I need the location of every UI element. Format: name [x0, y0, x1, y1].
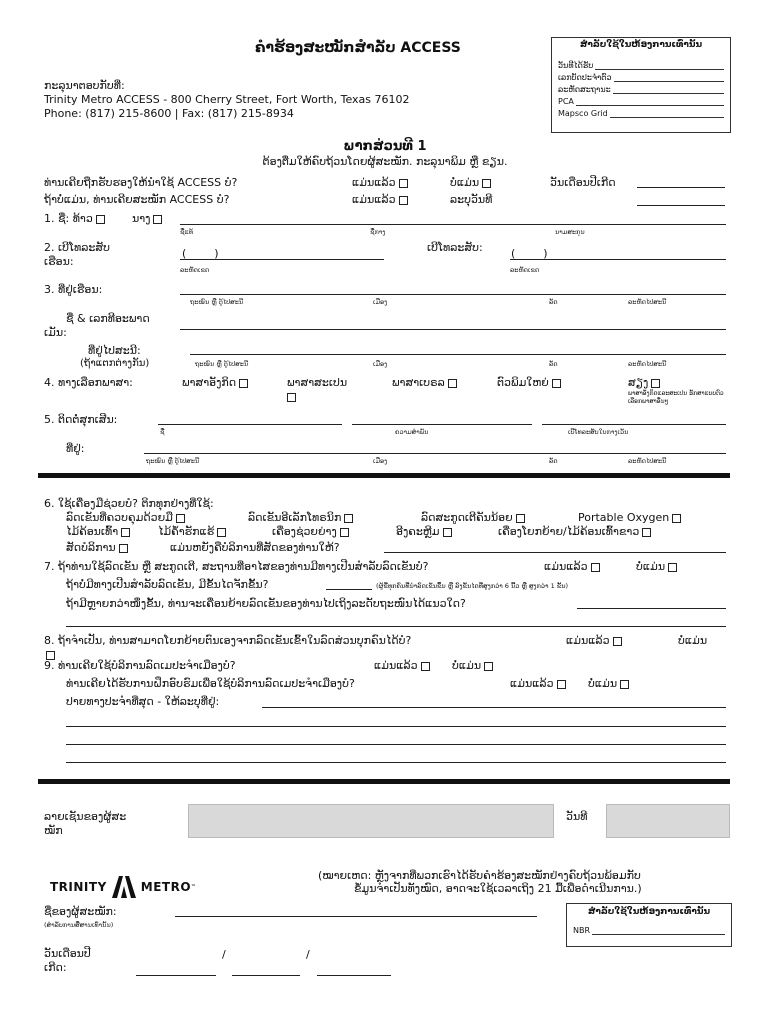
q8-yes-checkbox[interactable]	[613, 637, 622, 646]
dob-month-field[interactable]	[136, 975, 216, 976]
q9-destination-line4[interactable]	[66, 762, 726, 763]
lang-audio-note: ພາສາອັງກິດແລະສະເປນ ຮັກສາແບບຕົວເລືອກພາສາອື່ນໆ	[628, 390, 724, 405]
footer-dob-label-line1: ວັນເດືອນປີ	[44, 947, 91, 960]
q9-yes-label: ແມ່ນແລ້ວ	[374, 659, 418, 672]
aid-cane-label: ໄມ້ຄ້ອນເທົ້າ	[66, 525, 119, 538]
emergency-relationship-caption: ຄວາມສໍາພັນ	[395, 428, 429, 436]
aid-manual-wheelchair-label: ລົດເຂັນທີ່ຄວບຄຸມດ້ວຍມື	[66, 511, 173, 524]
aid-oxygen-label: Portable Oxygen	[578, 511, 670, 524]
emergency-address-field[interactable]	[144, 453, 726, 454]
dob-year-field[interactable]	[317, 975, 391, 976]
q9-destination-field[interactable]	[262, 707, 726, 708]
mailing-zip-caption: ລະຫັດໄປສະນີ	[628, 360, 667, 368]
emergency-name-caption: ຊື່	[160, 428, 165, 436]
mailing-note: (ຖ້າແຕກຕ່າງກັນ)	[80, 358, 150, 369]
building-label-line1: ຊື່ & ເລກທີອະພາດ	[66, 312, 150, 325]
q9-train-no-label: ບໍ່ແມ່ນ	[588, 677, 618, 690]
office-id-number: ເລກບັດປະຈໍາຕົວ	[558, 73, 612, 82]
emergency-name-field[interactable]	[158, 424, 342, 425]
mailing-label: ທີ່ຢູ່ໄປສະນີ:	[88, 344, 141, 357]
q7-far-field[interactable]	[577, 608, 726, 609]
office-nbr-label: NBR	[573, 926, 591, 935]
lang-large-print-checkbox[interactable]	[552, 379, 561, 388]
mail-label: ກະລຸນາຕອບກັບທີ່:	[44, 79, 125, 92]
section-divider-2	[38, 779, 730, 784]
emergency-address-label: ທີ່ຢູ່:	[66, 442, 85, 455]
mailing-city-caption: ເມືອງ	[373, 360, 388, 368]
mailing-state-caption: ລັດ	[549, 360, 558, 368]
q7-steps-label: ຖ້າບໍ່ມີທາງເປີນສໍາລັບລົດເຂັນ, ມີຂັ້ນໄດຈັກຂັ້ນ?	[66, 578, 269, 591]
office-use-box	[551, 37, 731, 133]
office-use-box-bottom	[566, 903, 732, 947]
applicant-name-note: (ສໍາລັບການສື່ສານເທົ່ານັ້ນ)	[44, 921, 114, 929]
signature-label-line1: ລາຍເຊັນຂອງຜູ້ສະ	[44, 810, 127, 823]
q7-no-label: ບໍ່ແມ່ນ	[636, 560, 666, 573]
used-before-no-checkbox[interactable]	[482, 179, 491, 188]
used-before-yes-checkbox[interactable]	[399, 179, 408, 188]
lang-braille-label: ພາສາເບຣລ	[392, 376, 445, 389]
q-used-before: ທ່ານເຄີຍຖືກຮັບຮອງໃຫ້ນໍາໃຊ້ ACCESS ບໍ?	[44, 176, 238, 189]
aid-power-wheelchair-label: ລົດເຂັນອີເລັກໂທຣນິກ	[248, 511, 342, 524]
applicant-name-label: ຊື່ຂອງຜູ້ສະໝັກ:	[44, 905, 117, 918]
q8-yes-label: ແມ່ນແລ້ວ	[566, 634, 610, 647]
signature-date-field[interactable]	[606, 804, 730, 838]
building-label-line2: ເມັນ:	[44, 326, 67, 339]
footer-note-line2: ຂໍ້ມູນຈໍາເປັນທັງໝົດ, ອາດຈະໃຊ້ເວລາເຖິງ 21 ມື້ເພື່ອດໍາເນີນການ.)	[354, 882, 642, 895]
home-address-field[interactable]	[180, 294, 726, 295]
trinity-metro-logo: TRINITY METRO ™	[50, 874, 197, 900]
middle-name-caption: ຊື່ກາງ	[370, 228, 386, 236]
home-phone-field[interactable]	[180, 259, 384, 260]
q9-no-checkbox[interactable]	[484, 662, 493, 671]
q8-no-label: ບໍ່ແມ່ນ	[678, 634, 708, 647]
aid-manual-wheelchair-checkbox[interactable]	[176, 514, 185, 523]
part1-heading: ພາກສ່ວນທີ 1	[343, 139, 427, 154]
q9-train-label: ທ່ານເຄີຍໄດ້ຮັບການຝຶກອົບຮົມເພື່ອໃຊ້ບໍລິການລົດເມປະຈໍາເມືອງບໍ?	[66, 677, 355, 690]
q9-train-yes-checkbox[interactable]	[557, 680, 566, 689]
aid-brace-checkbox[interactable]	[443, 528, 452, 537]
q3-label: 3. ທີ່ຢູ່ເຮືອນ:	[44, 283, 103, 296]
q2-label-line2: ເຮືອນ:	[44, 255, 74, 268]
aid-oxygen-checkbox[interactable]	[672, 514, 681, 523]
q1-miss-label: ນາງ	[132, 212, 151, 225]
q9-train-no-checkbox[interactable]	[620, 680, 629, 689]
service-animal-question: ແມ່ນຫຍັງຄືບໍລິການທີ່ສັດຂອງທ່ານໃຫ້?	[170, 541, 340, 554]
applied-before-yes-label: ແມ່ນແລ້ວ	[352, 193, 396, 206]
q9-yes-checkbox[interactable]	[421, 662, 430, 671]
mailing-address-field[interactable]	[190, 354, 726, 355]
q7-steps-field[interactable]	[326, 589, 372, 590]
home-area-code-caption: ລະຫັດເຂດ	[180, 266, 210, 274]
aid-service-animal-label: ສັດບໍລິການ	[66, 541, 116, 554]
q7-label: 7. ຖ້າທ່ານໃຊ້ລົດເຂັນ ຫຼື ສະກູດເຕີ, ສະຖານທີ່ອາໄສຂອງທ່ານມີທາງເປີນສໍາລັບລົດເຂັນບໍ?	[44, 560, 429, 573]
city-caption: ເມືອງ	[373, 298, 388, 306]
q9-train-yes-label: ແມ່ນແລ້ວ	[510, 677, 554, 690]
name-field[interactable]	[180, 224, 726, 225]
emergency-state-caption: ລັດ	[549, 457, 558, 465]
q1-mr-label: 1. ຊື່: ທ້າວ	[44, 212, 93, 225]
form-title: ຄໍາຮ້ອງສະໝັກສໍາລັບ ACCESS	[255, 40, 461, 56]
aid-brace-label: ອີງຄະຫຼີມ	[396, 525, 440, 538]
q7-steps-note: (ຜູ້ຂີ່ທຸກຄົນທີ່ນຳລົດເຂັນຂຶ້ນ ຫຼື ລົງຂັ້ນໄດທີ່ສູງກວ່າ 6 ນີ້ວ ຫຼື ສູງກວ່າ 1 ຂັ້ນ)	[376, 582, 569, 590]
first-name-caption: ຊື່ແທ້	[180, 228, 193, 236]
lang-large-print-label: ຕົວພິມໃຫຍ່	[497, 376, 549, 389]
zip-caption: ລະຫັດໄປສະນີ	[628, 298, 667, 306]
street-caption: ຖະໜົນ ຫຼື ຕູ້ໄປສະນີ	[190, 298, 244, 306]
q6-label: 6. ໃຊ້ເຄື່ອງມືຊ່ວຍບໍ? ຕິກທຸກຢ່າງທີ່ໃຊ້:	[44, 497, 214, 510]
dob-separator-2: /	[306, 948, 310, 961]
footer-dob-label-line2: ເກີດ:	[44, 961, 67, 974]
dob-label: ວັນເດືອນປີເກີດ	[550, 176, 616, 189]
aid-power-wheelchair-checkbox[interactable]	[344, 514, 353, 523]
lang-spanish-label: ພາສາສະເປນ	[287, 376, 348, 389]
miss-checkbox[interactable]	[153, 215, 162, 224]
applied-before-yes-checkbox[interactable]	[399, 196, 408, 205]
aid-white-cane-checkbox[interactable]	[642, 528, 651, 537]
aid-crutches-label: ໄມ້ຄ້ໍາຮັກແຮ້	[158, 525, 215, 538]
q9-no-label: ບໍ່ແມ່ນ	[452, 659, 482, 672]
aid-scooter-checkbox[interactable]	[516, 514, 525, 523]
applied-date-field[interactable]	[637, 205, 725, 206]
q9-destination-line2[interactable]	[66, 726, 726, 727]
service-animal-field[interactable]	[384, 552, 726, 553]
aid-service-animal-checkbox[interactable]	[119, 544, 128, 553]
office-date-received: ວັນທີໄດ້ຮັບ	[558, 61, 594, 70]
lang-english-label: ພາສາອັງກິດ	[182, 376, 237, 389]
q7-far-label: ຖ້າມີຫຼາຍກວ່າໜຶ່ງຂັ້ນ, ທ່ານຈະເຄື່ອນຍ້າຍລົດເຂັນຂອງທ່ານໄປເຖິງລະດັບຖະໜົນໄດ້ແນວໃດ?	[66, 597, 466, 610]
other-phone-field[interactable]	[510, 259, 726, 260]
other-area-code-caption: ລະຫັດເຂດ	[510, 266, 540, 274]
used-before-no-label: ບໍ່ແມ່ນ	[450, 176, 480, 189]
logo-text-trinity: TRINITY	[50, 880, 107, 894]
emergency-relationship-field[interactable]	[352, 424, 532, 425]
lang-spanish-checkbox[interactable]	[287, 393, 296, 402]
footer-note-line1: (ໝາຍເຫດ: ຫຼັງຈາກທີ່ພວກເຮົາໄດ້ຮັບຄໍາຮ້ອງສະໝັກຢ່າງຄົບຖ້ວນພ້ອມກັບ	[318, 869, 641, 882]
section-divider	[38, 473, 730, 478]
signature-label-line2: ໝັກ	[44, 824, 63, 837]
q2-label-line1: 2. ເບີໂທລະສັບ	[44, 241, 110, 254]
q7-no-checkbox[interactable]	[668, 563, 677, 572]
signature-field[interactable]	[188, 804, 554, 838]
dob-day-field[interactable]	[232, 975, 300, 976]
q7-far-field-line2[interactable]	[66, 626, 726, 627]
building-field[interactable]	[180, 329, 726, 330]
mailing-street-caption: ຖະໜົນ ຫຼື ຕູ້ໄປສະນີ	[195, 360, 249, 368]
dob-field[interactable]	[637, 187, 725, 188]
logo-text-metro: METRO	[140, 880, 192, 894]
signature-date-label: ວັນທີ	[566, 810, 588, 823]
mr-checkbox[interactable]	[96, 215, 105, 224]
office-pca: PCA	[558, 97, 574, 106]
q8-label: 8. ຖ້າຈໍາເປັນ, ທ່ານສາມາດໂຍກຍ້າຍຕົນເອງຈາກລົດເຂັນເຂົ້າໃນລົດສ່ວນບຸກຄົນໄດ້ບໍ?	[44, 634, 412, 647]
emergency-phone-field[interactable]	[542, 424, 726, 425]
last-name-caption: ນາມສະກຸນ	[555, 228, 585, 236]
q9-destination-line3[interactable]	[66, 744, 726, 745]
q4-label: 4. ທາງເລືອກພາສາ:	[44, 376, 133, 389]
aid-crutches-checkbox[interactable]	[217, 528, 226, 537]
part1-subheading: ຕ້ອງຕື່ມໃຫ້ຄົບຖ້ວນໂດຍຜູ້ສະໝັກ. ກະລຸນາພິມ ຫຼື ຂຽນ.	[262, 155, 508, 168]
used-before-yes-label: ແມ່ນແລ້ວ	[352, 176, 396, 189]
aid-white-cane-label: ເຄື່ອງໂຍກຍ້າຍ/ໄມ້ຄ້ອນເທົ້າຂາວ	[498, 525, 640, 538]
office-use-bottom-title: ສໍາລັບໃຊ້ໃນຫ້ອງການເທົ່ານັ້ນ	[587, 907, 711, 917]
q9-last-label: ປາຍທາງປະຈໍາທີ່ສຸດ - ໃຫ້ລະບຸທີ່ຢູ່:	[66, 695, 220, 708]
office-status-code: ລະຫັດສະຖານະ	[558, 85, 611, 94]
q9-label: 9. ທ່ານເຄີຍໃຊ້ບໍລິການລົດເມປະຈໍາເມືອງບໍ?	[44, 659, 236, 672]
aid-scooter-label: ລົດສະກູດເຕີຄັນນ້ອຍ	[421, 511, 513, 524]
emergency-zip-caption: ລະຫັດໄປສະນີ	[628, 457, 667, 465]
org-address: Trinity Metro ACCESS - 800 Cherry Street, Fort Worth, Texas 76102	[44, 93, 410, 106]
lang-braille-checkbox[interactable]	[448, 379, 457, 388]
aid-walker-checkbox[interactable]	[340, 528, 349, 537]
other-phone-label: ເບີໂທລະສັບ:	[427, 241, 483, 254]
aid-walker-label: ເຄື່ອງຊ່ວຍຍ່າງ	[272, 525, 337, 538]
office-mapsco-grid: Mapsco Grid	[558, 109, 608, 118]
office-use-title: ສໍາລັບໃຊ້ໃນຫ້ອງການເທົ່ານັ້ນ	[579, 40, 703, 50]
state-caption: ລັດ	[549, 298, 558, 306]
q7-yes-label: ແມ່ນແລ້ວ	[544, 560, 588, 573]
emergency-phone-caption: ເບີໂທລະສັບໃນກາງເວັນ	[568, 428, 629, 436]
q7-yes-checkbox[interactable]	[591, 563, 600, 572]
lang-audio-checkbox[interactable]	[651, 379, 660, 388]
q5-label: 5. ຕິດຕໍ່ສຸກເສີນ:	[44, 413, 118, 426]
aid-cane-checkbox[interactable]	[121, 528, 130, 537]
lang-audio-label: ສຽງ	[628, 376, 649, 389]
emergency-city-caption: ເມືອງ	[373, 457, 388, 465]
applicant-name-field[interactable]	[175, 916, 537, 917]
logo-mark-icon	[111, 874, 137, 900]
emergency-street-caption: ຖະໜົນ ຫຼື ຕູ້ໄປສະນີ	[146, 457, 200, 465]
dob-separator-1: /	[222, 948, 226, 961]
q-applied-before: ຖ້າບໍ່ແມ່ນ, ທ່ານເຄີຍສະໝັກ ACCESS ບໍ?	[44, 193, 230, 206]
org-phone-fax: Phone: (817) 215-8600 | Fax: (817) 215-8934	[44, 107, 294, 120]
specify-date-label: ລະບຸວັນທີ	[450, 193, 493, 206]
lang-english-checkbox[interactable]	[239, 379, 248, 388]
